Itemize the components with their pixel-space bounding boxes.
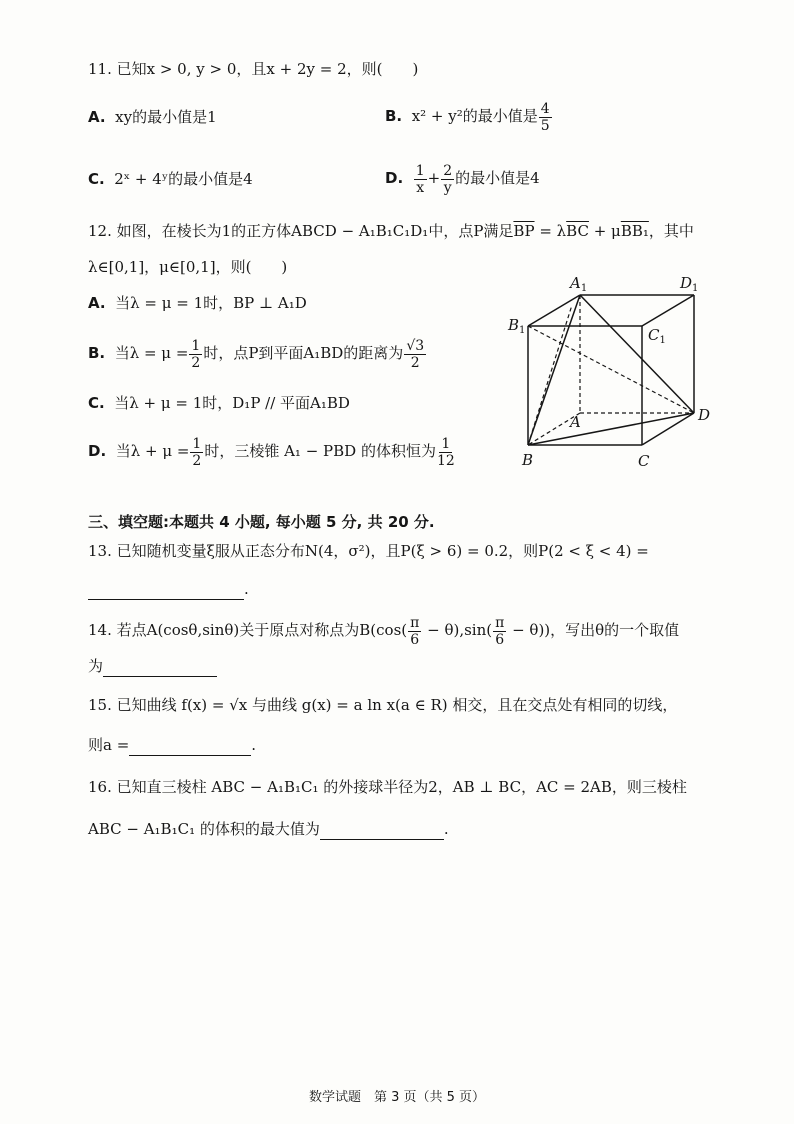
q14-answer-blank[interactable] xyxy=(103,658,217,677)
q14-stem xyxy=(88,610,679,650)
q11-option-a xyxy=(88,106,217,128)
q12-option-d xyxy=(88,430,456,472)
q12-option-b xyxy=(88,332,427,374)
q11-option-b xyxy=(385,95,553,137)
q11-option-a-text: xy的最小值是1 xyxy=(115,108,217,126)
label-c: C xyxy=(638,452,650,470)
q12-option-d-text1: 当λ + μ = xyxy=(115,442,190,460)
q11-option-d xyxy=(385,157,540,199)
q12-vector-bb1: BB₁ xyxy=(620,222,649,240)
q11-option-b-fraction: $\frac{4}{5}$ xyxy=(540,100,550,134)
q14-text2: − θ),sin( xyxy=(422,621,493,639)
q12-option-c-label: C. xyxy=(88,394,105,412)
q15-period: . xyxy=(251,736,257,754)
q12-option-d-text2: 时，三棱锥 A₁ − PBD 的体积恒为 xyxy=(204,442,436,460)
q11-option-b-text: x² + y²的最小值是 xyxy=(411,107,538,125)
q12-vector-bp: $\overline{BP}$ xyxy=(513,222,535,240)
label-b1: $B_1$ xyxy=(508,316,526,336)
q12-option-c xyxy=(88,392,350,414)
q12-option-c-text: 当λ + μ = 1时，D₁P // 平面A₁BD xyxy=(114,394,350,412)
q11-option-c-label: C. xyxy=(88,170,105,188)
q16-stem: 16. 已知直三棱柱 ABC − A₁B₁C₁ 的外接球半径为2，AB ⊥ BC，AC = 2AB，则三棱柱 xyxy=(88,778,687,796)
label-d1: $D_1$ xyxy=(680,274,699,294)
q12-option-a xyxy=(88,292,307,314)
q11-stem: 11. 已知x > 0, y > 0，且x + 2y = 2，则( ) xyxy=(88,60,419,78)
q16-answer-line xyxy=(88,818,449,840)
label-d: D xyxy=(698,406,711,424)
q14-answer-line xyxy=(88,655,217,677)
q12-option-b-text1: 当λ = μ = xyxy=(114,344,189,362)
q12-option-b-text2: 时，点P到平面A₁BD的距离为 xyxy=(203,344,404,362)
q12-stem-eq: = λ xyxy=(534,222,567,240)
q14-text3: − θ))，写出θ的一个取值 xyxy=(507,621,680,639)
label-b: B xyxy=(522,451,534,469)
q11-option-d-frac1: $\frac{1}{x}$ xyxy=(415,162,425,196)
q11-option-d-label: D. xyxy=(385,169,404,187)
q11-option-c xyxy=(88,168,253,190)
section-3-title: 三、填空题:本题共 4 小题, 每小题 5 分, 共 20 分. xyxy=(88,513,435,531)
page-footer: 数学试题 第 3 页（共 5 页） xyxy=(308,1090,486,1105)
edge-b1-a1 xyxy=(528,295,580,326)
q12-stem-plus: + μ xyxy=(588,222,621,240)
q12-option-b-frac2: $\frac{√3}{2}$ xyxy=(406,337,425,371)
q12-option-d-frac1: $\frac{1}{2}$ xyxy=(192,435,202,469)
q12-stem-text: 12. 如图，在棱长为1的正方体ABCD − A₁B₁C₁D₁中，点P满足 xyxy=(88,222,514,240)
q14-frac1: $\frac{\pi}{6}$ xyxy=(410,614,420,648)
label-a: A xyxy=(570,413,581,431)
q13-answer-blank[interactable] xyxy=(88,581,244,600)
q12-vector-bc: $\overline{BC}$ xyxy=(566,222,589,240)
edge-d1-c1 xyxy=(642,295,694,326)
q14-line2-text: 为 xyxy=(88,657,104,675)
hidden-edge-b1-d xyxy=(528,326,694,413)
edge-a1-d xyxy=(580,295,694,413)
q12-option-b-frac1: $\frac{1}{2}$ xyxy=(191,337,201,371)
q15-stem: 15. 已知曲线 f(x) = √x 与曲线 g(x) = a ln x(a ∈ R) 相交，且在交点处有相同的切线， xyxy=(88,696,678,714)
q11-option-d-plus: + xyxy=(427,169,441,187)
q16-period: . xyxy=(443,820,449,838)
q16-line2-text: ABC − A₁B₁C₁ 的体积的最大值为 xyxy=(88,820,320,838)
q12-option-d-label: D. xyxy=(88,442,107,460)
q12-option-b-label: B. xyxy=(88,344,106,362)
q12-stem-post: ，其中 xyxy=(648,222,694,240)
cube-figure xyxy=(500,270,730,475)
q15-line2-text: 则a = xyxy=(88,736,130,754)
q11-option-b-label: B. xyxy=(385,107,403,125)
q12-option-a-text: 当λ = μ = 1时，BP ⊥ A₁D xyxy=(115,294,307,312)
label-a1: $A_1$ xyxy=(570,274,588,294)
q12-option-a-label: A. xyxy=(88,294,106,312)
q12-stem-line1 xyxy=(88,220,694,242)
q11-option-d-text: 的最小值是4 xyxy=(455,169,540,187)
q13-period: . xyxy=(244,580,249,598)
q16-answer-blank[interactable] xyxy=(320,821,444,840)
q11-option-a-label: A. xyxy=(88,108,106,126)
q13-stem: 13. 已知随机变量ξ服从正态分布N(4，σ²)，且P(ξ > 6) = 0.2，则P(2 < ξ < 4) = xyxy=(88,542,649,560)
q11-option-c-text: 2ˣ + 4ʸ的最小值是4 xyxy=(114,170,253,188)
q15-answer-line xyxy=(88,734,256,756)
q12-stem-line2: λ∈[0,1]，μ∈[0,1]，则( ) xyxy=(88,258,288,276)
q14-frac2: $\frac{\pi}{6}$ xyxy=(495,614,505,648)
label-c1: $C_1$ xyxy=(648,326,666,346)
q13-answer-line xyxy=(88,578,249,600)
q14-text1: 14. 若点A(cosθ,sinθ)关于原点对称点为B(cos( xyxy=(88,621,408,639)
q12-option-d-frac2: $\frac{1}{12}$ xyxy=(436,435,455,469)
q15-answer-blank[interactable] xyxy=(129,737,251,756)
q11-option-d-frac2: $\frac{2}{y}$ xyxy=(443,162,453,196)
